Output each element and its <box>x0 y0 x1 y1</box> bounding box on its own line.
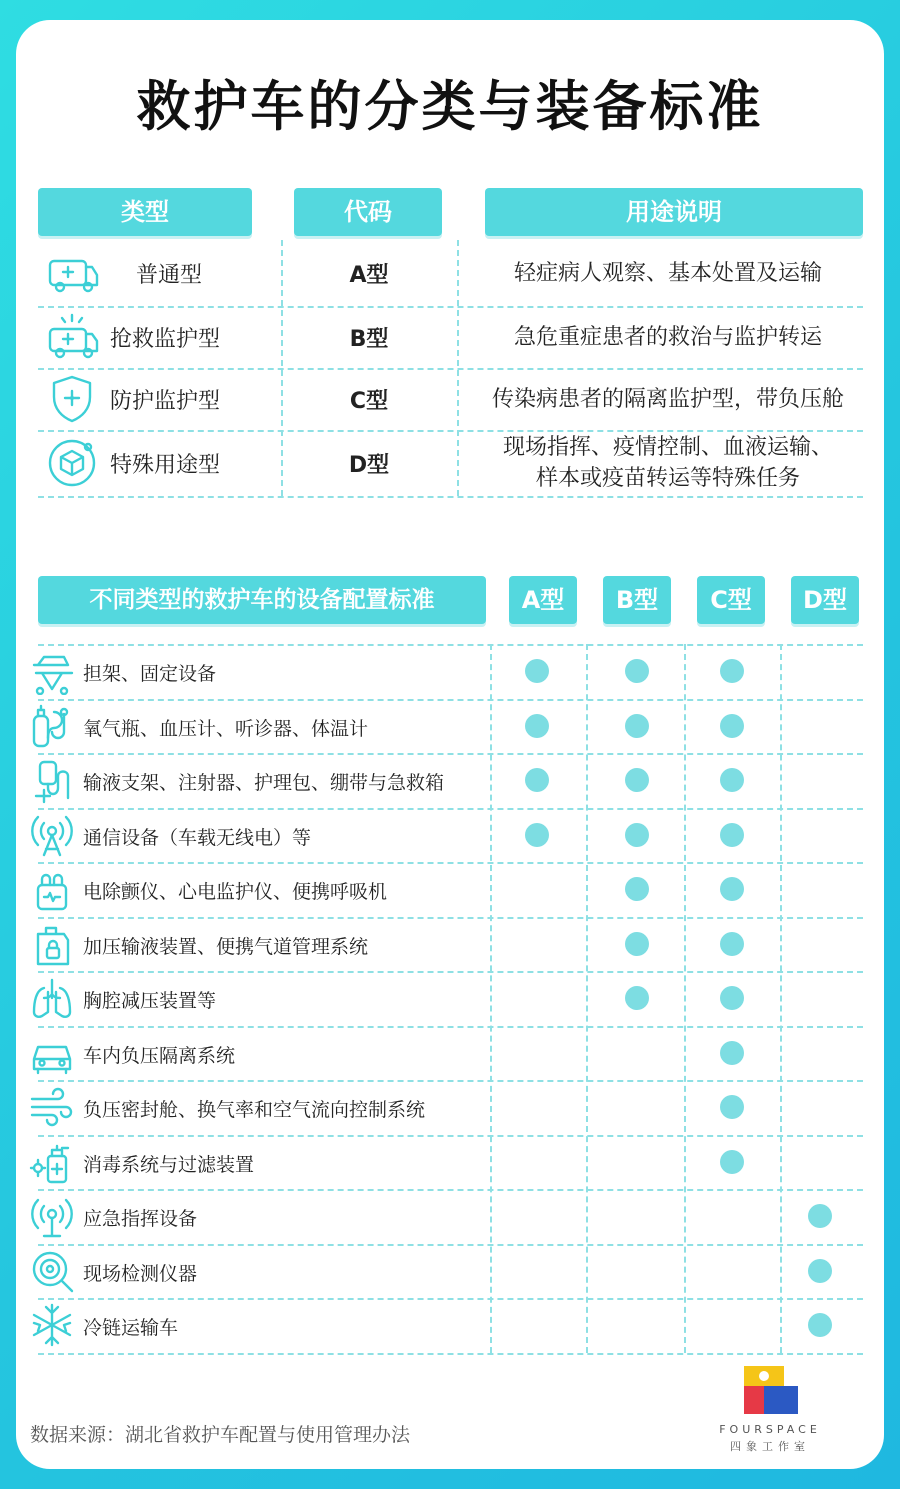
equipment-label: 车内负压隔离系统 <box>83 1044 236 1067</box>
equipment-label: 应急指挥设备 <box>83 1208 198 1231</box>
row-divider <box>38 1189 863 1191</box>
equipment-label: 冷链运输车 <box>83 1317 179 1340</box>
row-divider <box>38 1135 863 1137</box>
usage-line: 轻症病人观察、基本处置及运输 <box>513 260 822 286</box>
type-name: 防护监护型 <box>110 389 221 414</box>
header-usage: 用途说明 <box>485 188 863 236</box>
header-col-b: B型 <box>603 576 671 624</box>
infusion-icon <box>28 756 76 804</box>
lungs-icon <box>28 974 76 1022</box>
disinfect-icon <box>28 1138 76 1186</box>
column-divider <box>684 644 686 1353</box>
equipment-label: 加压输液装置、便携气道管理系统 <box>83 935 369 958</box>
mark-d <box>808 1259 832 1283</box>
page-title: 救护车的分类与装备标准 <box>136 75 764 138</box>
row-divider <box>38 971 863 973</box>
header-col-a: A型 <box>509 576 577 624</box>
airflow-icon <box>28 1083 76 1131</box>
type-usage <box>458 322 878 353</box>
command-signal-icon <box>28 1192 76 1240</box>
usage-line: 现场指挥、疫情控制、血液运输、 <box>502 435 833 460</box>
source-note: 数据来源：湖北省救护车配置与使用管理办法 <box>30 1424 411 1446</box>
type-usage <box>458 258 878 289</box>
mark-c <box>720 932 744 956</box>
type-code: D型 <box>348 453 390 478</box>
ambulance-icon <box>44 245 100 301</box>
row-divider <box>38 1080 863 1082</box>
usage-line: 传染病患者的隔离监护型，带负压舱 <box>491 386 844 412</box>
pressure-bag-icon <box>28 920 76 968</box>
oxygen-tank-icon <box>28 702 76 750</box>
shield-medical-icon <box>44 371 100 427</box>
equipment-label: 消毒系统与过滤装置 <box>83 1153 255 1176</box>
mark-a <box>525 714 549 738</box>
mark-c <box>720 823 744 847</box>
row-divider <box>38 1298 863 1300</box>
row-divider <box>38 368 863 370</box>
column-divider <box>457 240 459 496</box>
type-name: 抢救监护型 <box>110 327 221 352</box>
row-divider <box>38 699 863 701</box>
content-card <box>16 20 884 1469</box>
header-code: 代码 <box>294 188 442 236</box>
mark-b <box>625 714 649 738</box>
column-divider <box>281 240 283 496</box>
row-divider <box>38 644 863 646</box>
row-divider <box>38 1026 863 1028</box>
header-type: 类型 <box>38 188 252 236</box>
column-divider <box>586 644 588 1353</box>
equipment-label: 胸腔减压装置等 <box>83 990 217 1013</box>
equipment-label: 通信设备（车载无线电）等 <box>83 826 312 849</box>
row-divider <box>38 917 863 919</box>
type-usage <box>458 432 878 494</box>
column-divider <box>490 644 492 1353</box>
row-divider <box>38 1353 863 1355</box>
equipment-label: 电除颤仪、心电监护仪、便携呼吸机 <box>83 881 388 904</box>
type-code: B型 <box>349 327 389 352</box>
stretcher-icon <box>28 647 76 695</box>
row-divider <box>38 306 863 308</box>
equipment-label: 担架、固定设备 <box>83 663 217 686</box>
row-divider <box>38 1244 863 1246</box>
column-divider <box>780 644 782 1353</box>
type-name: 特殊用途型 <box>110 453 221 478</box>
logo-text-cn: 四象工作室 <box>730 1440 810 1453</box>
car-icon <box>28 1029 76 1077</box>
row-divider <box>38 808 863 810</box>
usage-line: 样本或疫苗转运等特殊任务 <box>535 466 800 491</box>
type-usage <box>458 384 878 415</box>
radio-tower-icon <box>28 811 76 859</box>
mark-c <box>720 714 744 738</box>
mark-c <box>720 1150 744 1174</box>
equipment-label: 负压密封舱、换气率和空气流向控制系统 <box>83 1099 426 1122</box>
logo-text-en: FOURSPACE <box>719 1423 821 1436</box>
type-name: 普通型 <box>136 263 203 288</box>
equipment-label: 输液支架、注射器、护理包、绷带与急救箱 <box>83 772 445 795</box>
header-col-d: D型 <box>791 576 859 624</box>
equipment-label: 现场检测仪器 <box>83 1262 198 1285</box>
type-code: A型 <box>349 263 389 288</box>
snowflake-icon <box>28 1301 76 1349</box>
mark-b <box>625 823 649 847</box>
row-divider <box>38 496 863 498</box>
type-code: C型 <box>349 389 389 414</box>
box-cycle-icon <box>44 435 100 491</box>
mark-b <box>625 932 649 956</box>
mark-c <box>720 1041 744 1065</box>
defibrillator-icon <box>28 865 76 913</box>
mark-a <box>525 823 549 847</box>
usage-line: 急危重症患者的救治与监护转运 <box>513 324 822 350</box>
row-divider <box>38 862 863 864</box>
header-col-c: C型 <box>697 576 765 624</box>
detector-icon <box>28 1247 76 1295</box>
equipment-label: 氧气瓶、血压计、听诊器、体温计 <box>83 717 369 740</box>
header-equipment: 不同类型的救护车的设备配置标准 <box>38 576 486 624</box>
row-divider <box>38 753 863 755</box>
emergency-ambulance-icon <box>44 309 100 365</box>
